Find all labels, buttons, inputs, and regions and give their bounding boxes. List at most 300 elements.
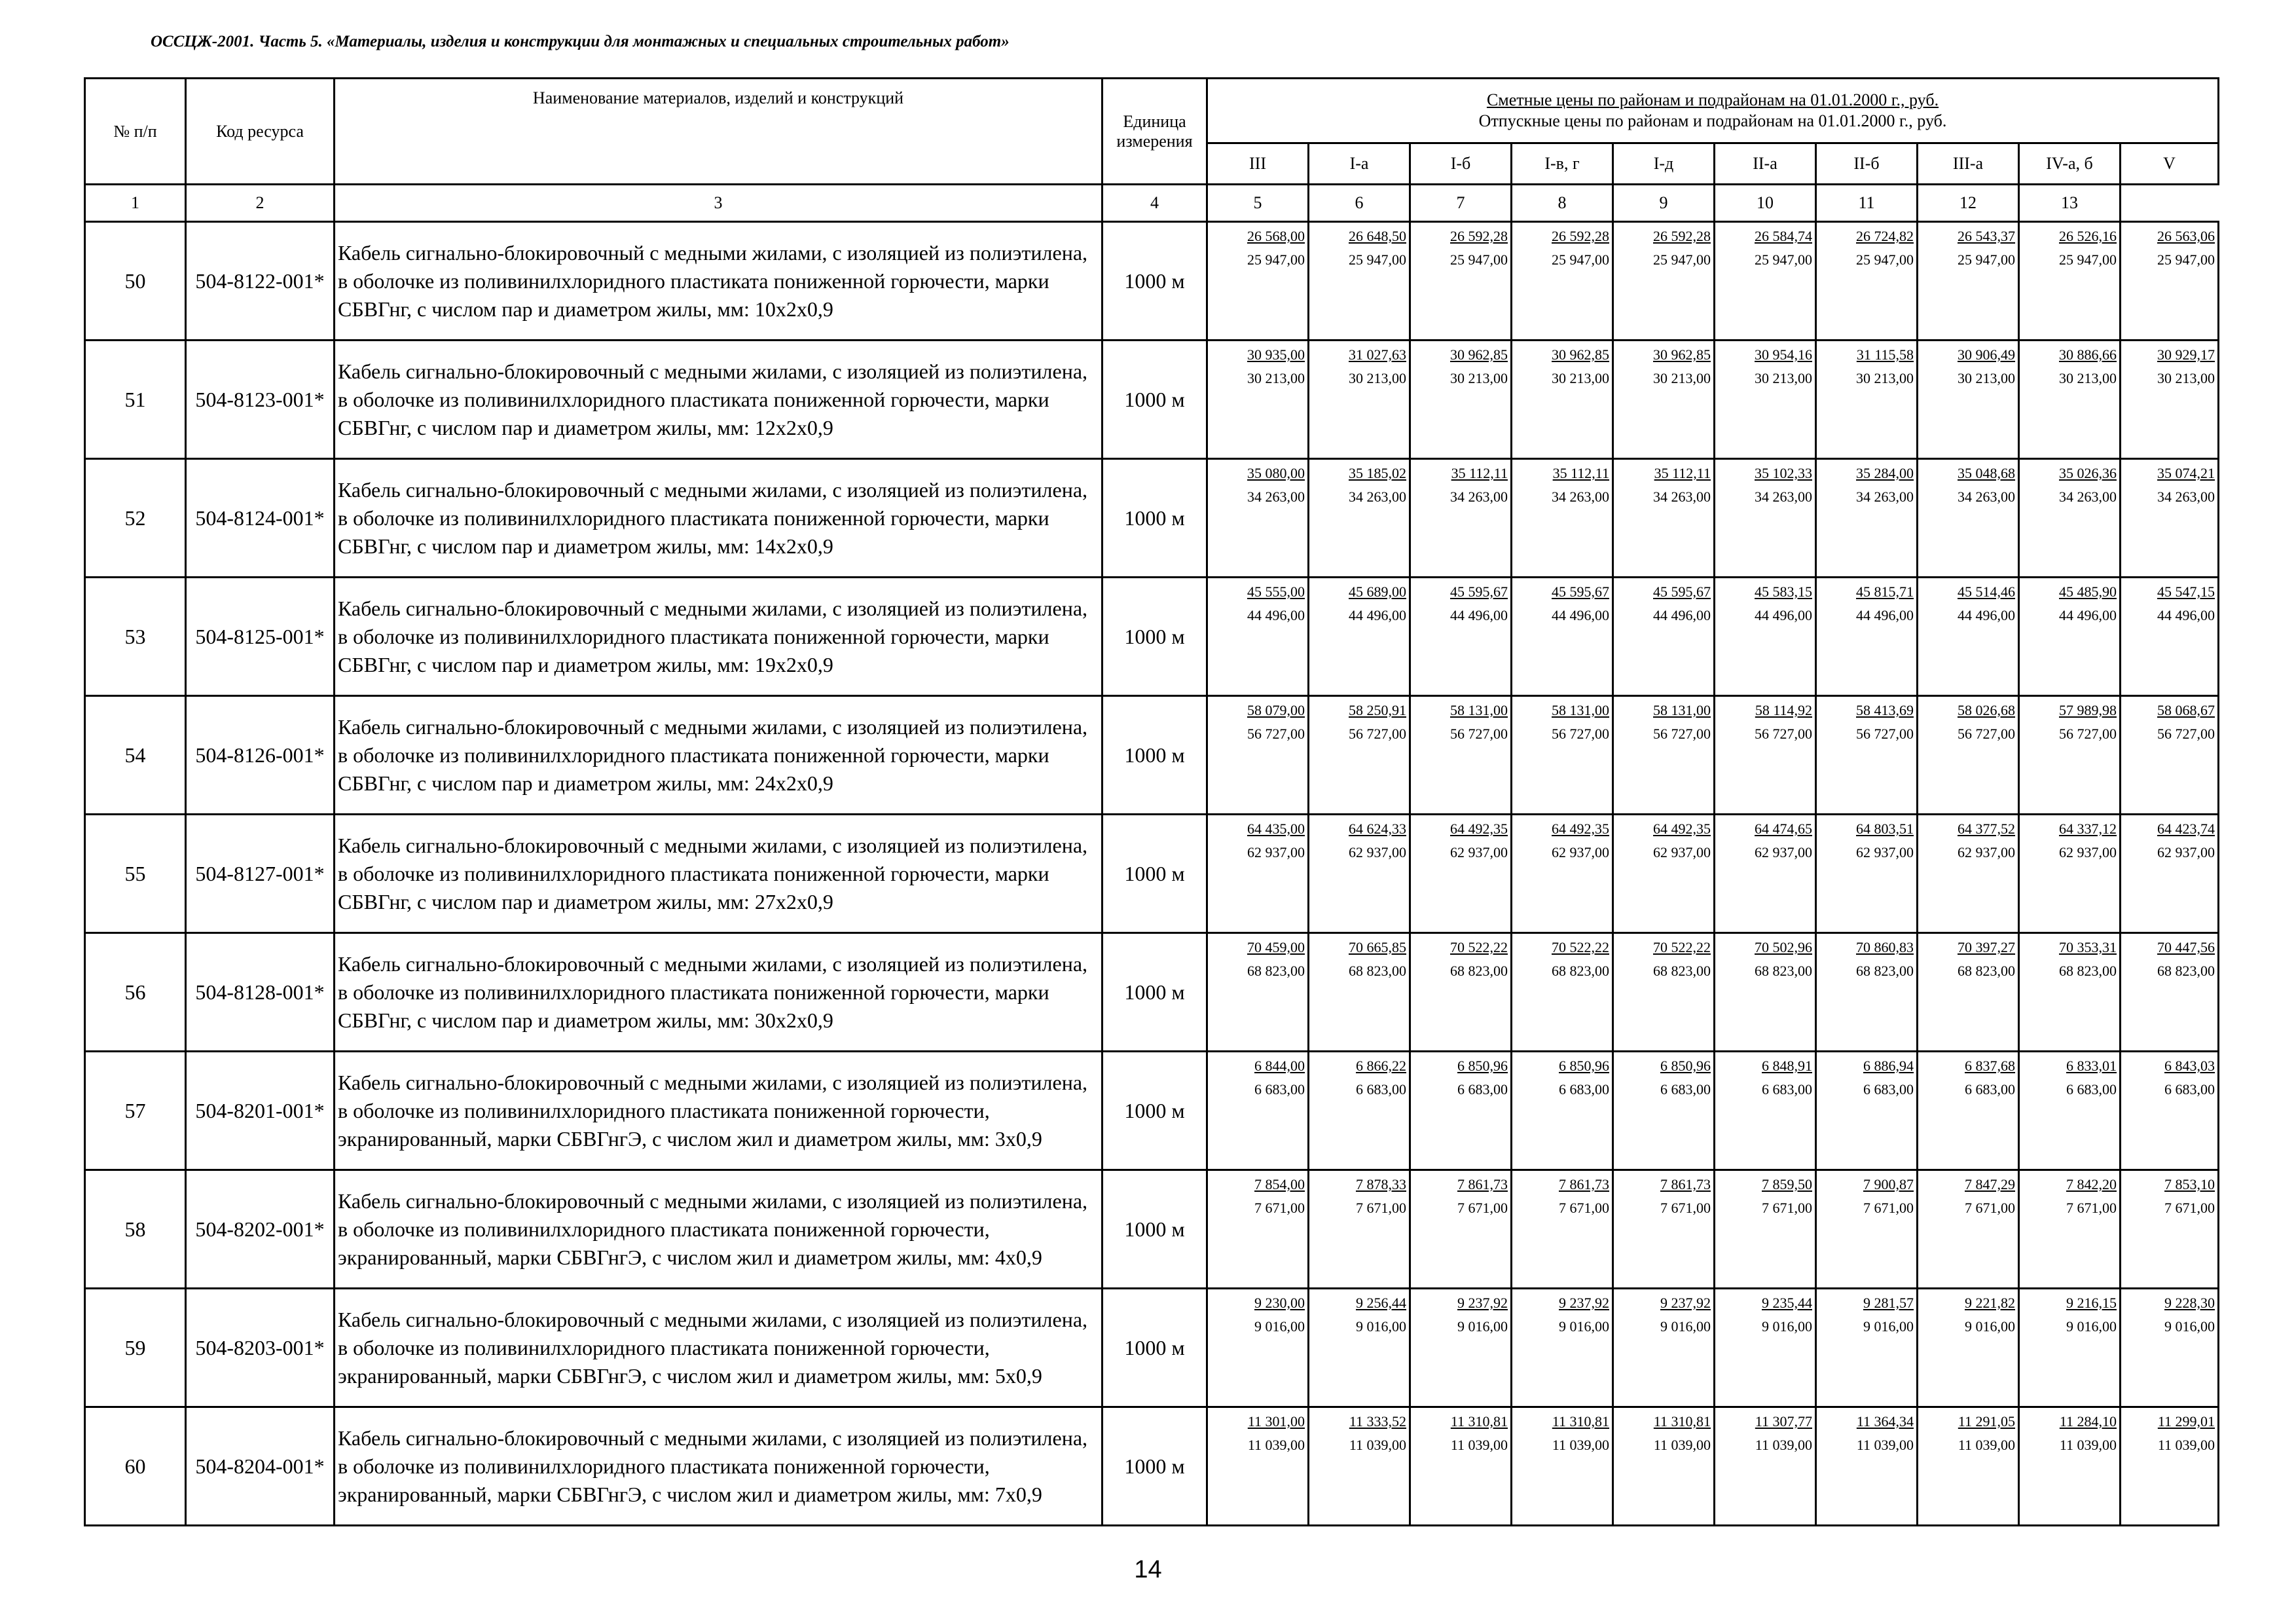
- table-row: [85, 815, 2219, 933]
- release-price: 68 823,00: [1349, 963, 1406, 979]
- unit: 1000 м: [1102, 578, 1207, 696]
- region-header: I-в, г: [1512, 143, 1613, 185]
- estimated-price: 70 397,27: [1958, 939, 2015, 955]
- estimated-price: 35 048,68: [1958, 465, 2015, 481]
- estimated-price: 11 364,34: [1856, 1413, 1914, 1430]
- release-price: 30 213,00: [1349, 370, 1406, 386]
- release-price: 6 683,00: [1660, 1081, 1711, 1098]
- price-cell: [1613, 578, 1715, 696]
- price-cell: [1816, 815, 1918, 933]
- resource-code: 504-8126-001*: [186, 696, 335, 815]
- row-number: 56: [85, 933, 186, 1052]
- release-price: 9 016,00: [1965, 1318, 2015, 1335]
- estimated-price: 26 648,50: [1349, 228, 1406, 244]
- price-cell: [2121, 578, 2219, 696]
- price-cell: [1207, 222, 1309, 341]
- price-table: [84, 77, 2219, 1526]
- release-price: 9 016,00: [2066, 1318, 2117, 1335]
- release-price: 7 671,00: [2066, 1200, 2117, 1216]
- estimated-price: 7 853,10: [2164, 1176, 2215, 1192]
- price-cell: [1613, 815, 1715, 933]
- estimated-price: 9 256,44: [1356, 1295, 1406, 1311]
- estimated-price: 30 886,66: [2059, 346, 2117, 363]
- price-cell: [2019, 1170, 2121, 1289]
- estimated-price: 58 026,68: [1958, 702, 2015, 718]
- unit: 1000 м: [1102, 1407, 1207, 1526]
- estimated-price: 26 568,00: [1247, 228, 1305, 244]
- release-price: 68 823,00: [2059, 963, 2117, 979]
- price-cell: [1715, 933, 1816, 1052]
- release-price: 11 039,00: [1958, 1437, 2015, 1453]
- price-cell: [1715, 1170, 1816, 1289]
- region-header: V: [2121, 143, 2219, 185]
- estimated-price: 9 281,57: [1863, 1295, 1914, 1311]
- price-cell: [1410, 1170, 1512, 1289]
- estimated-price: 45 595,67: [1450, 583, 1508, 600]
- estimated-price: 64 492,35: [1450, 821, 1508, 837]
- release-price: 11 039,00: [1349, 1437, 1406, 1453]
- table-row: [85, 1289, 2219, 1407]
- row-number: 54: [85, 696, 186, 815]
- release-price: 7 671,00: [1254, 1200, 1305, 1216]
- release-price: 62 937,00: [1755, 844, 1812, 860]
- price-cell: [1410, 696, 1512, 815]
- release-price: 30 213,00: [1958, 370, 2015, 386]
- release-price: 44 496,00: [1552, 607, 1609, 623]
- price-cell: [1715, 459, 1816, 578]
- region-header: II-а: [1715, 143, 1816, 185]
- release-price: 44 496,00: [1450, 607, 1508, 623]
- estimated-price: 30 962,85: [1450, 346, 1508, 363]
- estimated-price: 6 843,03: [2164, 1058, 2215, 1074]
- price-cell: [1715, 1289, 1816, 1407]
- price-cell: [1816, 459, 1918, 578]
- release-price: 6 683,00: [2164, 1081, 2215, 1098]
- estimated-price: 70 665,85: [1349, 939, 1406, 955]
- estimated-price: 70 522,22: [1450, 939, 1508, 955]
- release-price: 30 213,00: [2157, 370, 2215, 386]
- price-cell: [1512, 341, 1613, 459]
- release-price: 25 947,00: [1247, 251, 1305, 268]
- release-price: 7 671,00: [1660, 1200, 1711, 1216]
- release-price: 25 947,00: [1349, 251, 1406, 268]
- column-number: 4: [1102, 185, 1207, 222]
- estimated-price: 45 689,00: [1349, 583, 1406, 600]
- release-price: 34 263,00: [2157, 489, 2215, 505]
- price-cell: [1512, 222, 1613, 341]
- estimated-price: 26 592,28: [1552, 228, 1609, 244]
- resource-code: 504-8124-001*: [186, 459, 335, 578]
- price-cell: [1512, 578, 1613, 696]
- release-price: 44 496,00: [2059, 607, 2117, 623]
- release-price: 68 823,00: [1450, 963, 1508, 979]
- estimated-price: 9 230,00: [1254, 1295, 1305, 1311]
- release-price: 7 671,00: [1559, 1200, 1609, 1216]
- release-price: 44 496,00: [1958, 607, 2015, 623]
- column-number: 7: [1410, 185, 1512, 222]
- release-price: 9 016,00: [1660, 1318, 1711, 1335]
- price-cell: [1309, 459, 1410, 578]
- release-price: 11 039,00: [2059, 1437, 2117, 1453]
- release-price: 30 213,00: [1552, 370, 1609, 386]
- unit: 1000 м: [1102, 341, 1207, 459]
- release-price: 62 937,00: [1653, 844, 1711, 860]
- estimated-price: 35 074,21: [2157, 465, 2215, 481]
- price-cell: [2019, 222, 2121, 341]
- price-cell: [1613, 933, 1715, 1052]
- release-price: 34 263,00: [1856, 489, 1914, 505]
- release-price: 68 823,00: [1247, 963, 1305, 979]
- release-price: 34 263,00: [1755, 489, 1812, 505]
- estimated-price: 7 859,50: [1762, 1176, 1812, 1192]
- table-row: [85, 1052, 2219, 1170]
- unit: 1000 м: [1102, 1052, 1207, 1170]
- estimated-price: 35 080,00: [1247, 465, 1305, 481]
- price-cell: [1410, 222, 1512, 341]
- table-row: [85, 578, 2219, 696]
- price-cell: [1613, 1407, 1715, 1526]
- release-price: 62 937,00: [1856, 844, 1914, 860]
- estimated-price: 26 724,82: [1856, 228, 1914, 244]
- row-number: 55: [85, 815, 186, 933]
- estimated-price: 26 592,28: [1450, 228, 1508, 244]
- release-price: 30 213,00: [1653, 370, 1711, 386]
- price-cell: [1309, 1052, 1410, 1170]
- header-unit: Единица измерения: [1102, 79, 1207, 185]
- price-cell: [2121, 933, 2219, 1052]
- price-cell: [1309, 933, 1410, 1052]
- price-cell: [2019, 578, 2121, 696]
- estimated-price: 58 079,00: [1247, 702, 1305, 718]
- release-price: 68 823,00: [2157, 963, 2215, 979]
- release-price: 68 823,00: [1755, 963, 1812, 979]
- row-number: 52: [85, 459, 186, 578]
- price-cell: [1613, 1289, 1715, 1407]
- price-cell: [2121, 1289, 2219, 1407]
- price-cell: [1816, 1170, 1918, 1289]
- price-cell: [1715, 815, 1816, 933]
- estimated-price: 30 954,16: [1755, 346, 1812, 363]
- unit: 1000 м: [1102, 815, 1207, 933]
- estimated-price: 6 886,94: [1863, 1058, 1914, 1074]
- release-price: 30 213,00: [1755, 370, 1812, 386]
- row-number: 53: [85, 578, 186, 696]
- estimated-price: 9 237,92: [1559, 1295, 1609, 1311]
- material-name: Кабель сигнально-блокировочный с медными жилами, с изоляцией из полиэтилена, в оболочке из поливинилхлоридного пластиката пониженной горючести, марки СБВГнг, с числом пар и диаметром жилы, мм: 19х2х0,9: [335, 578, 1102, 696]
- table-row: [85, 459, 2219, 578]
- release-price: 44 496,00: [1653, 607, 1711, 623]
- release-price: 62 937,00: [1958, 844, 2015, 860]
- material-name: Кабель сигнально-блокировочный с медными жилами, с изоляцией из полиэтилена, в оболочке из поливинилхлоридного пластиката пониженной горючести, экранированный, марки СБВГнгЭ, с числом жил и диаметром жилы, мм: 7х0,9: [335, 1407, 1102, 1526]
- resource-code: 504-8127-001*: [186, 815, 335, 933]
- release-price: 11 039,00: [2157, 1437, 2215, 1453]
- estimated-price: 31 027,63: [1349, 346, 1406, 363]
- release-price: 34 263,00: [1450, 489, 1508, 505]
- estimated-price: 58 114,92: [1755, 702, 1812, 718]
- unit: 1000 м: [1102, 222, 1207, 341]
- resource-code: 504-8201-001*: [186, 1052, 335, 1170]
- column-number: 13: [2019, 185, 2121, 222]
- estimated-price: 6 850,96: [1660, 1058, 1711, 1074]
- estimated-price: 9 237,92: [1457, 1295, 1508, 1311]
- release-price: 56 727,00: [1247, 726, 1305, 742]
- estimated-price: 35 102,33: [1755, 465, 1812, 481]
- price-cell: [1816, 341, 1918, 459]
- release-price: 30 213,00: [1247, 370, 1305, 386]
- estimated-price: 30 929,17: [2157, 346, 2215, 363]
- release-price: 62 937,00: [2157, 844, 2215, 860]
- price-cell: [1613, 1052, 1715, 1170]
- estimated-price: 70 522,22: [1653, 939, 1711, 955]
- column-number: 2: [186, 185, 335, 222]
- price-cell: [1309, 578, 1410, 696]
- estimated-price: 30 906,49: [1958, 346, 2015, 363]
- estimated-price: 35 284,00: [1856, 465, 1914, 481]
- release-price: 6 683,00: [1254, 1081, 1305, 1098]
- estimated-price: 70 447,56: [2157, 939, 2215, 955]
- estimated-price: 64 337,12: [2059, 821, 2117, 837]
- region-header: II-б: [1816, 143, 1918, 185]
- price-cell: [1309, 1170, 1410, 1289]
- header-name: Наименование материалов, изделий и конструкций: [335, 79, 1102, 185]
- release-price: 6 683,00: [1965, 1081, 2015, 1098]
- release-price: 44 496,00: [2157, 607, 2215, 623]
- price-cell: [1512, 933, 1613, 1052]
- release-price: 6 683,00: [1356, 1081, 1406, 1098]
- row-number: 60: [85, 1407, 186, 1526]
- region-header: I-а: [1309, 143, 1410, 185]
- price-cell: [2019, 459, 2121, 578]
- price-cell: [1816, 1052, 1918, 1170]
- price-cell: [1918, 222, 2019, 341]
- price-cell: [1715, 1052, 1816, 1170]
- resource-code: 504-8204-001*: [186, 1407, 335, 1526]
- estimated-price: 30 962,85: [1653, 346, 1711, 363]
- estimated-price: 64 377,52: [1958, 821, 2015, 837]
- release-price: 11 039,00: [1552, 1437, 1609, 1453]
- release-price: 25 947,00: [2157, 251, 2215, 268]
- price-subtitle: Отпускные цены по районам и подрайонам на 01.01.2000 г., руб.: [1478, 111, 1947, 130]
- estimated-price: 7 861,73: [1559, 1176, 1609, 1192]
- price-cell: [1816, 1289, 1918, 1407]
- price-cell: [2019, 696, 2121, 815]
- price-cell: [1918, 815, 2019, 933]
- material-name: Кабель сигнально-блокировочный с медными жилами, с изоляцией из полиэтилена, в оболочке из поливинилхлоридного пластиката пониженной горючести, марки СБВГнг, с числом пар и диаметром жилы, мм: 27х2х0,9: [335, 815, 1102, 933]
- release-price: 6 683,00: [1762, 1081, 1812, 1098]
- release-price: 56 727,00: [1349, 726, 1406, 742]
- material-name: Кабель сигнально-блокировочный с медными жилами, с изоляцией из полиэтилена, в оболочке из поливинилхлоридного пластиката пониженной горючести, марки СБВГнг, с числом пар и диаметром жилы, мм: 24х2х0,9: [335, 696, 1102, 815]
- estimated-price: 7 878,33: [1356, 1176, 1406, 1192]
- row-number: 57: [85, 1052, 186, 1170]
- estimated-price: 45 485,90: [2059, 583, 2117, 600]
- price-cell: [1207, 341, 1309, 459]
- estimated-price: 45 815,71: [1856, 583, 1914, 600]
- estimated-price: 6 850,96: [1457, 1058, 1508, 1074]
- price-cell: [2019, 1407, 2121, 1526]
- price-cell: [1613, 1170, 1715, 1289]
- price-cell: [1512, 1052, 1613, 1170]
- estimated-price: 6 833,01: [2066, 1058, 2117, 1074]
- estimated-price: 45 547,15: [2157, 583, 2215, 600]
- estimated-price: 35 185,02: [1349, 465, 1406, 481]
- estimated-price: 57 989,98: [2059, 702, 2117, 718]
- document-header: ОССЦЖ-2001. Часть 5. «Материалы, изделия и конструкции для монтажных и специальных строительных работ»: [151, 33, 1010, 50]
- price-cell: [2121, 459, 2219, 578]
- release-price: 25 947,00: [1653, 251, 1711, 268]
- price-cell: [2121, 1407, 2219, 1526]
- price-cell: [1410, 1407, 1512, 1526]
- estimated-price: 58 131,00: [1653, 702, 1711, 718]
- column-number: 6: [1309, 185, 1410, 222]
- release-price: 56 727,00: [1856, 726, 1914, 742]
- row-number: 50: [85, 222, 186, 341]
- column-number: 8: [1512, 185, 1613, 222]
- release-price: 6 683,00: [1559, 1081, 1609, 1098]
- row-number: 51: [85, 341, 186, 459]
- estimated-price: 11 301,00: [1247, 1413, 1305, 1430]
- price-cell: [2019, 1289, 2121, 1407]
- release-price: 34 263,00: [1958, 489, 2015, 505]
- estimated-price: 6 837,68: [1965, 1058, 2015, 1074]
- estimated-price: 70 459,00: [1247, 939, 1305, 955]
- release-price: 62 937,00: [1552, 844, 1609, 860]
- estimated-price: 9 237,92: [1660, 1295, 1711, 1311]
- price-cell: [1512, 1289, 1613, 1407]
- price-cell: [1207, 459, 1309, 578]
- estimated-price: 11 310,81: [1552, 1413, 1609, 1430]
- estimated-price: 26 592,28: [1653, 228, 1711, 244]
- release-price: 56 727,00: [1755, 726, 1812, 742]
- price-cell: [1410, 341, 1512, 459]
- estimated-price: 64 435,00: [1247, 821, 1305, 837]
- estimated-price: 6 866,22: [1356, 1058, 1406, 1074]
- price-cell: [2121, 341, 2219, 459]
- release-price: 34 263,00: [1552, 489, 1609, 505]
- release-price: 30 213,00: [2059, 370, 2117, 386]
- estimated-price: 11 310,81: [1450, 1413, 1508, 1430]
- release-price: 56 727,00: [2059, 726, 2117, 742]
- table-row: [85, 1407, 2219, 1526]
- price-cell: [2121, 696, 2219, 815]
- release-price: 7 671,00: [2164, 1200, 2215, 1216]
- estimated-price: 58 413,69: [1856, 702, 1914, 718]
- resource-code: 504-8125-001*: [186, 578, 335, 696]
- price-cell: [1918, 578, 2019, 696]
- estimated-price: 6 850,96: [1559, 1058, 1609, 1074]
- price-cell: [1410, 933, 1512, 1052]
- release-price: 44 496,00: [1247, 607, 1305, 623]
- estimated-price: 7 900,87: [1863, 1176, 1914, 1192]
- release-price: 34 263,00: [1349, 489, 1406, 505]
- estimated-price: 9 235,44: [1762, 1295, 1812, 1311]
- release-price: 7 671,00: [1863, 1200, 1914, 1216]
- price-cell: [1715, 1407, 1816, 1526]
- release-price: 11 039,00: [1653, 1437, 1711, 1453]
- price-cell: [1207, 933, 1309, 1052]
- price-cell: [1410, 459, 1512, 578]
- price-cell: [1918, 341, 2019, 459]
- price-cell: [1309, 341, 1410, 459]
- table-row: [85, 1170, 2219, 1289]
- price-cell: [1410, 815, 1512, 933]
- price-cell: [1613, 341, 1715, 459]
- price-cell: [1613, 222, 1715, 341]
- estimated-price: 7 847,29: [1965, 1176, 2015, 1192]
- column-number: 3: [335, 185, 1102, 222]
- resource-code: 504-8122-001*: [186, 222, 335, 341]
- estimated-price: 9 228,30: [2164, 1295, 2215, 1311]
- price-cell: [1715, 222, 1816, 341]
- estimated-price: 35 112,11: [1552, 465, 1609, 481]
- estimated-price: 58 068,67: [2157, 702, 2215, 718]
- estimated-price: 11 299,01: [2157, 1413, 2215, 1430]
- release-price: 62 937,00: [2059, 844, 2117, 860]
- estimated-price: 35 112,11: [1451, 465, 1508, 481]
- price-cell: [1918, 1289, 2019, 1407]
- price-cell: [1207, 578, 1309, 696]
- price-cell: [1512, 696, 1613, 815]
- table-row: [85, 933, 2219, 1052]
- price-cell: [1207, 1289, 1309, 1407]
- estimated-price: 45 583,15: [1755, 583, 1812, 600]
- release-price: 56 727,00: [1450, 726, 1508, 742]
- price-cell: [1918, 1170, 2019, 1289]
- price-cell: [1816, 1407, 1918, 1526]
- release-price: 25 947,00: [1856, 251, 1914, 268]
- estimated-price: 64 803,51: [1856, 821, 1914, 837]
- price-cell: [1816, 933, 1918, 1052]
- region-header: IV-а, б: [2019, 143, 2121, 185]
- estimated-price: 35 112,11: [1654, 465, 1711, 481]
- price-cell: [2019, 1052, 2121, 1170]
- estimated-price: 26 543,37: [1958, 228, 2015, 244]
- price-cell: [2121, 1052, 2219, 1170]
- release-price: 34 263,00: [2059, 489, 2117, 505]
- release-price: 25 947,00: [1755, 251, 1812, 268]
- release-price: 7 671,00: [1965, 1200, 2015, 1216]
- release-price: 11 039,00: [1755, 1437, 1812, 1453]
- price-cell: [1715, 696, 1816, 815]
- price-cell: [1715, 341, 1816, 459]
- row-number: 59: [85, 1289, 186, 1407]
- release-price: 56 727,00: [1552, 726, 1609, 742]
- price-cell: [2121, 1170, 2219, 1289]
- estimated-price: 64 492,35: [1653, 821, 1711, 837]
- price-cell: [1207, 1407, 1309, 1526]
- resource-code: 504-8202-001*: [186, 1170, 335, 1289]
- price-cell: [1207, 1170, 1309, 1289]
- release-price: 44 496,00: [1349, 607, 1406, 623]
- price-cell: [1309, 222, 1410, 341]
- estimated-price: 11 310,81: [1653, 1413, 1711, 1430]
- page-number: 14: [1134, 1556, 1162, 1583]
- column-number: 12: [1918, 185, 2019, 222]
- estimated-price: 45 514,46: [1958, 583, 2015, 600]
- estimated-price: 35 026,36: [2059, 465, 2117, 481]
- release-price: 6 683,00: [1457, 1081, 1508, 1098]
- table-row: [85, 696, 2219, 815]
- release-price: 34 263,00: [1247, 489, 1305, 505]
- estimated-price: 7 854,00: [1254, 1176, 1305, 1192]
- release-price: 11 039,00: [1450, 1437, 1508, 1453]
- material-name: Кабель сигнально-блокировочный с медными жилами, с изоляцией из полиэтилена, в оболочке из поливинилхлоридного пластиката пониженной горючести, экранированный, марки СБВГнгЭ, с числом жил и диаметром жилы, мм: 4х0,9: [335, 1170, 1102, 1289]
- estimated-price: 31 115,58: [1856, 346, 1914, 363]
- release-price: 7 671,00: [1356, 1200, 1406, 1216]
- estimated-price: 70 522,22: [1552, 939, 1609, 955]
- estimated-price: 26 526,16: [2059, 228, 2117, 244]
- region-header: III-а: [1918, 143, 2019, 185]
- estimated-price: 11 307,77: [1755, 1413, 1812, 1430]
